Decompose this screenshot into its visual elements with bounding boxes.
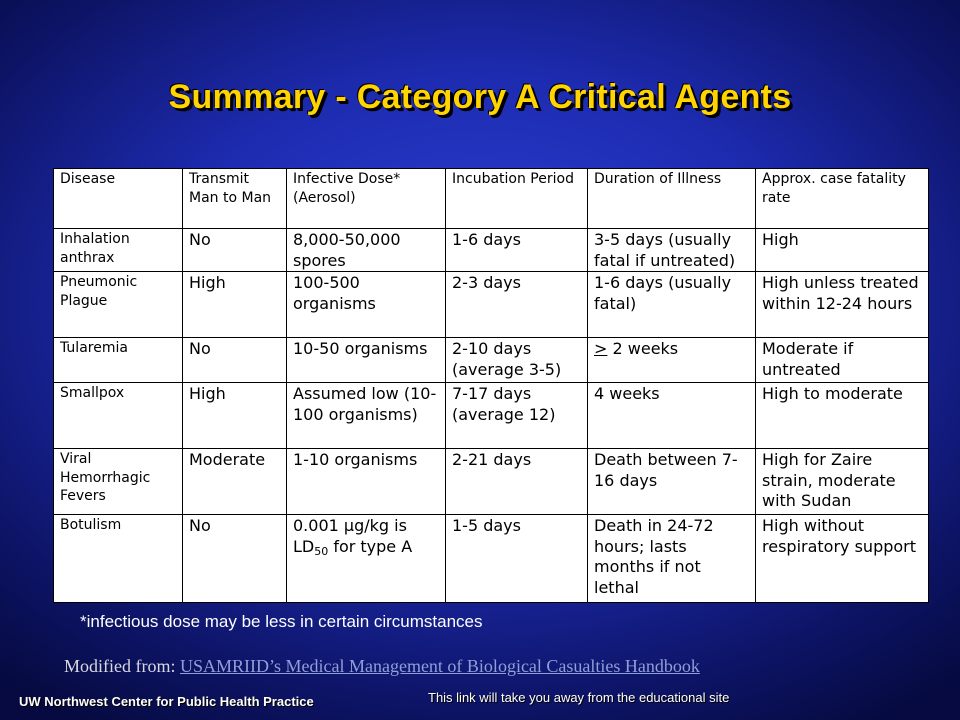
header-cell: Transmit Man to Man [183, 169, 287, 229]
fatality-cell: High unless treated within 12-24 hours [756, 272, 929, 338]
fatality-cell: High without respiratory support [756, 515, 929, 603]
incubation-cell: 2-3 days [446, 272, 588, 338]
dose-tail-text: for type A [328, 536, 413, 556]
transmit-cell: No [183, 229, 287, 272]
duration-cell: 4 weeks [588, 383, 756, 449]
transmit-cell: No [183, 338, 287, 383]
table-row [54, 338, 929, 383]
header-cell: Infective Dose* (Aerosol) [287, 169, 446, 229]
duration-cell: Death in 24-72 hours; lasts months if not lethal [588, 515, 756, 603]
disease-cell: Smallpox [54, 383, 183, 449]
table-row [54, 383, 929, 449]
source-prefix: Modified from: [64, 656, 180, 676]
incubation-cell: 7-17 days (average 12) [446, 383, 588, 449]
transmit-cell: High [183, 272, 287, 338]
footer-link-notice: This link will take you away from the educational site [428, 690, 730, 705]
footnote: *infectious dose may be less in certain circumstances [80, 612, 483, 631]
duration-cell: Death between 7-16 days [588, 449, 756, 515]
source-citation [64, 656, 700, 677]
dose-cell: 10-50 organisms [287, 338, 446, 383]
greater-than-symbol: > [594, 339, 608, 358]
transmit-cell: High [183, 383, 287, 449]
table-row [54, 272, 929, 338]
transmit-cell: No [183, 515, 287, 603]
dose-cell: Assumed low (10-100 organisms) [287, 383, 446, 449]
disease-cell: Inhalation anthrax [54, 229, 183, 272]
duration-cell [588, 338, 756, 383]
incubation-cell: 2-10 days (average 3-5) [446, 338, 588, 383]
duration-text: 2 weeks [607, 339, 679, 358]
disease-cell: Pneumonic Plague [54, 272, 183, 338]
disease-cell: Tularemia [54, 338, 183, 383]
table-row [54, 449, 929, 515]
source-link[interactable]: USAMRIID’s Medical Management of Biological Casualties Handbook [179, 656, 700, 676]
dose-cell: 8,000-50,000 spores [287, 229, 446, 272]
dose-cell: 1-10 organisms [287, 449, 446, 515]
table-row [54, 229, 929, 272]
footer-organization: UW Northwest Center for Public Health Practice [19, 694, 314, 709]
table-row [54, 515, 929, 603]
incubation-cell: 1-6 days [446, 229, 588, 272]
dose-cell [287, 515, 446, 603]
agents-table [53, 168, 929, 603]
incubation-cell: 2-21 days [446, 449, 588, 515]
transmit-cell: Moderate [183, 449, 287, 515]
table-header-row [54, 169, 929, 229]
fatality-cell: High for Zaire strain, moderate with Sudan [756, 449, 929, 515]
disease-cell: Viral Hemorrhagic Fevers [54, 449, 183, 515]
slide-title: Summary - Category A Critical Agents [168, 78, 792, 116]
header-cell: Duration of Illness [588, 169, 756, 229]
dose-text: 0.001 µg/kg is [293, 516, 407, 535]
fatality-cell: High [756, 229, 929, 272]
fatality-cell: High to moderate [756, 383, 929, 449]
ld-text: LD [293, 536, 315, 556]
disease-cell: Botulism [54, 515, 183, 603]
duration-cell: 3-5 days (usually fatal if untreated) [588, 229, 756, 272]
incubation-cell: 1-5 days [446, 515, 588, 603]
duration-cell: 1-6 days (usually fatal) [588, 272, 756, 338]
header-cell: Disease [54, 169, 183, 229]
fatality-cell: Moderate if untreated [756, 338, 929, 383]
dose-cell: 100-500 organisms [287, 272, 446, 338]
header-cell: Incubation Period [446, 169, 588, 229]
header-cell: Approx. case fatality rate [756, 169, 929, 229]
ld-subscript: 50 [314, 544, 329, 558]
